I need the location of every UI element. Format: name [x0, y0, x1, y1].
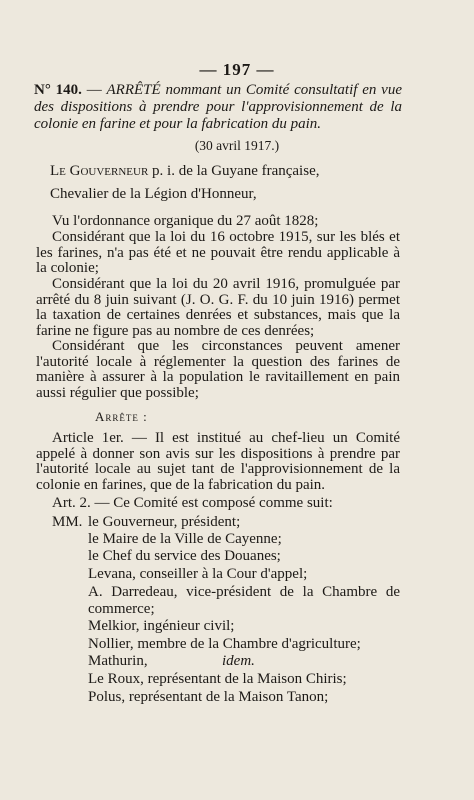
- governor-label: Le Gouverneur: [50, 163, 149, 179]
- page-number: — 197 —: [199, 60, 275, 79]
- mm-label: MM.: [52, 514, 83, 530]
- member-item: le Gouverneur, président;: [88, 514, 241, 530]
- member-item: le Maire de la Ville de Cayenne;: [88, 531, 282, 547]
- member-item: Le Roux, représentant de la Maison Chiris;: [88, 671, 347, 687]
- decree-title: ARRÊTÉ nommant un Comité consultatif en vue des dispositions à prendre pour l'approvisionnement de la colonie en farine et pour la fabrication du pain.: [34, 82, 402, 132]
- article-2: Art. 2. — Ce Comité est composé comme suit:: [52, 495, 333, 511]
- member-item: A. Darredeau, vice-président de la Chambre de commerce;: [88, 584, 400, 617]
- article-1: Article 1er. — Il est institué au chef-lieu un Comité appelé à donner son avis sur les dispositions à prendre par l'autorité locale au sujet tant de l'approvisionnement de la colonie en farines, que de la fabrication du pain.: [36, 430, 400, 493]
- consideration-paragraph: Considérant que la loi du 16 octobre 1915, sur les blés et les farines, n'a pas été et ne pouvait être rendu applicable à la colonie;: [36, 229, 400, 276]
- member-item: Polus, représentant de la Maison Tanon;: [88, 689, 329, 705]
- member-item: Mathurin,: [88, 653, 148, 669]
- governor-line: [50, 163, 319, 180]
- decree-heading: [34, 82, 402, 133]
- consideration-paragraph: Considérant que la loi du 20 avril 1916, promulguée par arrêté du 8 juin suivant (J. O. G. F. du 10 juin 1916) permet la taxation de certaines denrées et substances, mais que la farine ne figure pas au nombre de ces denrées;: [36, 276, 400, 339]
- idem-text: idem.: [222, 653, 255, 669]
- decree-date: (30 avril 1917.): [194, 138, 280, 153]
- member-item: Levana, conseiller à la Cour d'appel;: [88, 566, 308, 582]
- consideration-paragraph: Vu l'ordonnance organique du 27 août 1828;: [52, 213, 319, 229]
- decree-number: N° 140.: [34, 82, 82, 98]
- member-item: Melkior, ingénieur civil;: [88, 618, 235, 634]
- heading-dash: —: [81, 82, 107, 98]
- chevalier-line: Chevalier de la Légion d'Honneur,: [50, 186, 257, 202]
- member-item: Nollier, membre de la Chambre d'agriculture;: [88, 636, 361, 652]
- arrete-label: Arrête :: [95, 409, 148, 424]
- member-item: le Chef du service des Douanes;: [88, 548, 281, 564]
- consideration-paragraph: Considérant que les circonstances peuvent amener l'autorité locale à réglementer la question des farines de manière à assurer à la population le ravitaillement en pain aussi régulier que possible;: [36, 338, 400, 401]
- governor-rest: p. i. de la Guyane française,: [148, 163, 320, 179]
